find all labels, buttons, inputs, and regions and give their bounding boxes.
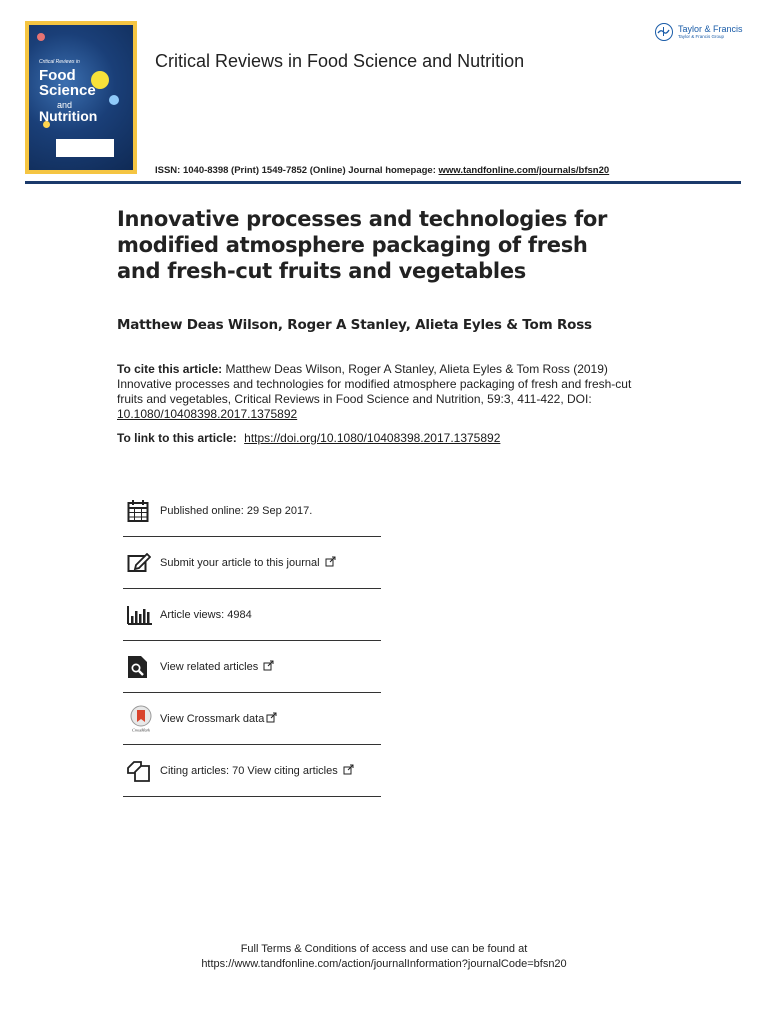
citation-block (117, 362, 657, 422)
article-doi-link[interactable]: https://doi.org/10.1080/10408398.2017.1375892 (244, 431, 501, 445)
terms-text: Full Terms & Conditions of access and use can be found at (240, 943, 528, 955)
external-link-icon (263, 660, 274, 674)
info-row-crossmark[interactable] (123, 693, 381, 745)
cover-label-box (56, 139, 114, 157)
taylor-francis-logo-icon (655, 23, 673, 41)
external-link-icon (266, 712, 277, 726)
article-link-label: To link to this article: (117, 431, 237, 445)
cover-title-science: Science (39, 82, 96, 99)
article-link-row (117, 431, 500, 445)
terms-url[interactable]: https://www.tandfonline.com/action/journalInformation?journalCode=bfsn20 (201, 958, 567, 970)
article-info-list (123, 485, 381, 797)
related-articles-label: View related articles (160, 660, 259, 673)
calendar-icon (127, 498, 157, 524)
publisher-group: Taylor & Francis Group (678, 33, 725, 39)
publisher-text (678, 25, 743, 40)
publisher-logo[interactable] (655, 23, 743, 41)
cover-art (29, 25, 133, 170)
info-row-citing[interactable] (123, 745, 381, 797)
header-divider (25, 181, 741, 184)
info-row-published (123, 485, 381, 537)
bar-chart-icon (127, 602, 157, 628)
journal-title: Critical Reviews in Food Science and Nutrition (155, 51, 525, 71)
info-row-views (123, 589, 381, 641)
crossmark-link[interactable] (160, 712, 277, 726)
cover-subtitle: Critical Reviews in (39, 59, 80, 65)
cover-title-and: and (57, 100, 73, 110)
article-views: Article views: 4984 (160, 608, 252, 621)
external-link-icon (325, 556, 336, 570)
citing-articles-icon (127, 758, 157, 784)
citing-articles-link[interactable] (160, 764, 354, 778)
submit-article-label: Submit your article to this journal (160, 556, 320, 569)
cover-title-food: Food (39, 67, 76, 84)
info-row-related[interactable] (123, 641, 381, 693)
submit-article-link[interactable] (160, 556, 336, 570)
published-date: Published online: 29 Sep 2017. (160, 504, 313, 517)
citation-doi-link[interactable]: 10.1080/10408398.2017.1375892 (117, 407, 298, 421)
cover-decoration (37, 33, 45, 41)
issn-line (155, 165, 609, 176)
crossmark-label: View Crossmark data (160, 712, 265, 725)
cover-title-nutrition: Nutrition (39, 108, 98, 124)
article-authors: Matthew Deas Wilson, Roger A Stanley, Alieta Eyles & Tom Ross (117, 317, 592, 333)
citation-label: To cite this article: (117, 362, 223, 376)
search-document-icon (127, 654, 157, 680)
external-link-icon (343, 764, 354, 778)
related-articles-link[interactable] (160, 660, 274, 674)
article-title: Innovative processes and technologies for modified atmosphere packaging of fresh and fresh-cut fruits and vegetables (117, 207, 608, 283)
citing-articles-label: Citing articles: 70 View citing articles (160, 764, 338, 777)
crossmark-icon (127, 706, 157, 732)
issn-text: ISSN: 1040-8398 (Print) 1549-7852 (Online) Journal homepage: (155, 165, 436, 176)
publisher-name: Taylor & Francis (678, 23, 743, 34)
cover-decoration (109, 95, 119, 105)
edit-icon (127, 550, 157, 576)
journal-cover-image (25, 21, 137, 174)
crossmark-logo-text: CrossMark (132, 727, 150, 732)
info-row-submit[interactable] (123, 537, 381, 589)
journal-homepage-link[interactable]: www.tandfonline.com/journals/bfsn20 (438, 165, 610, 176)
terms-footer (0, 942, 768, 972)
citation-text: Matthew Deas Wilson, Roger A Stanley, Alieta Eyles & Tom Ross (2019) Innovative processes and technologies for modified atmosphere packaging of fresh and fresh-cut fruits and vegetables, Critical Reviews in Food Science and Nutrition, 59:3, 411-422, DOI: (117, 362, 632, 406)
